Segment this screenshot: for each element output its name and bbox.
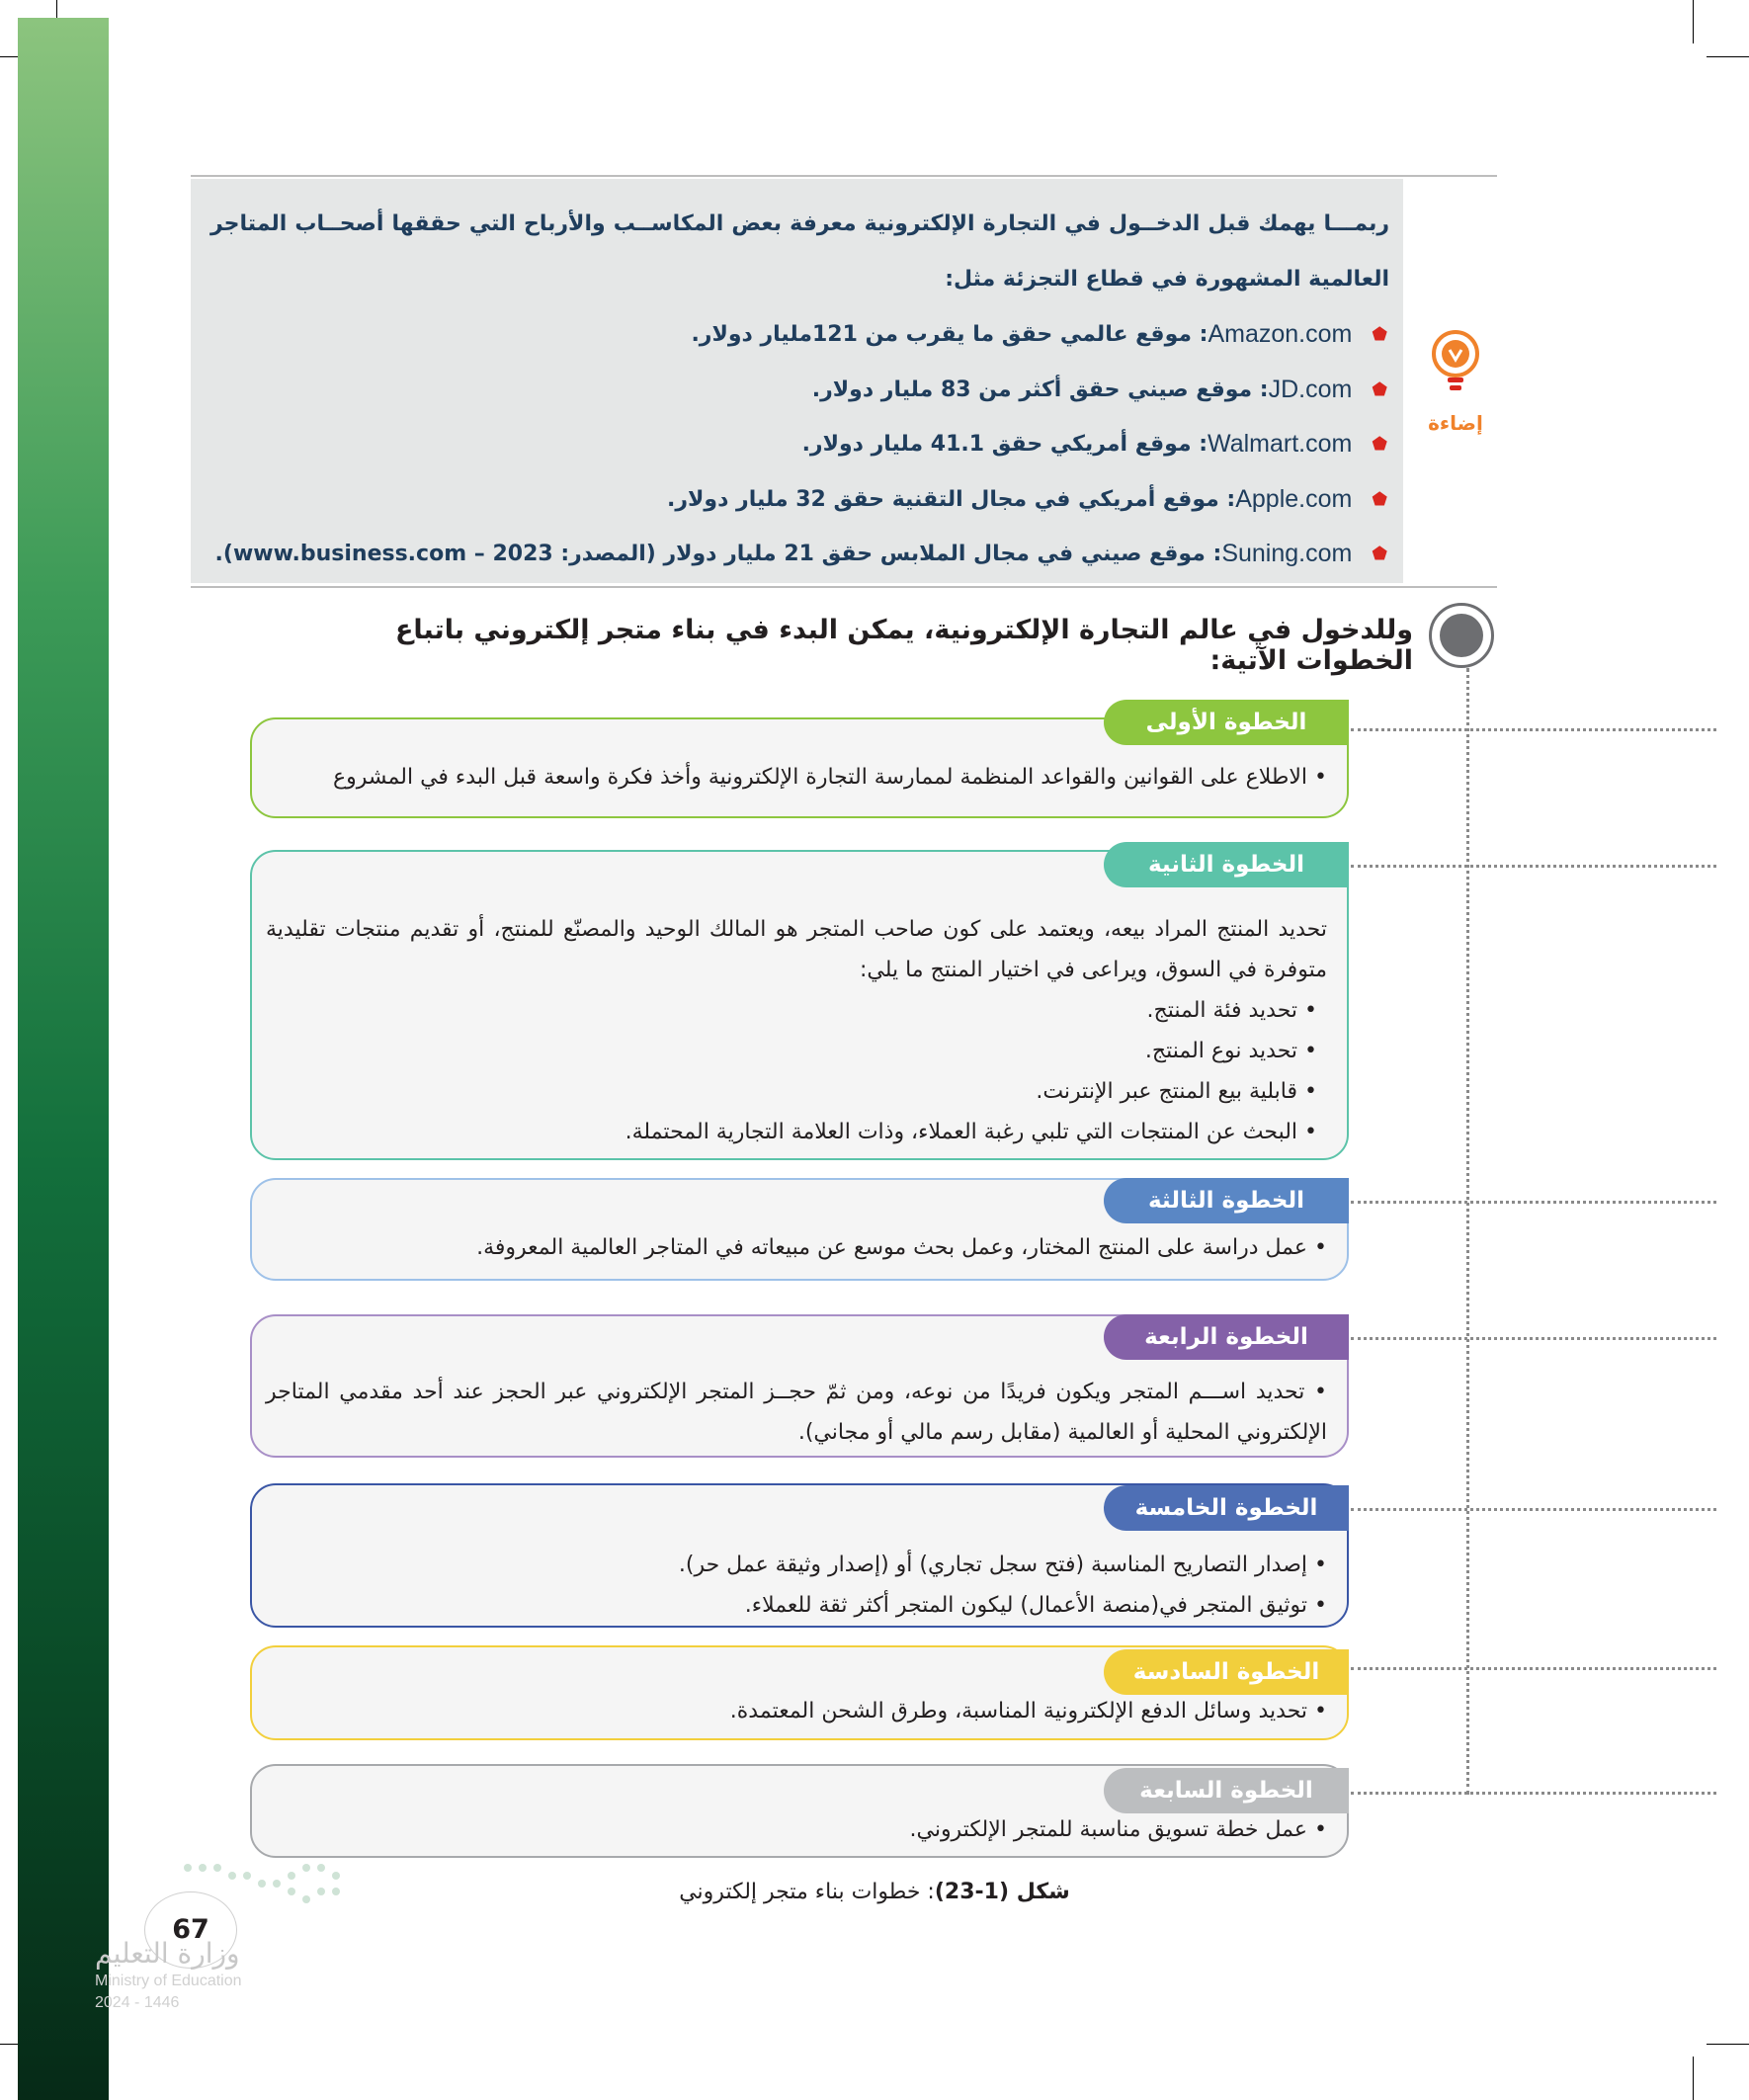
bullet-icon: ⬟ (1372, 378, 1387, 400)
step-text: • الاطلاع على القوانين والقواعد المنظمة لممارسة التجارة الإلكترونية وأخذ فكرة واسعة قبل البدء في المشروع (333, 765, 1327, 790)
site-desc: : موقع صيني في مجال الملابس حقق 21 مليار دولار (المصدر: 2023 – www.business.com). (214, 542, 1222, 566)
connector-dots (1351, 1508, 1716, 1511)
ministry-logo-arabic: وزارة التعليم (95, 1937, 240, 1970)
sidebar-gradient (18, 18, 109, 2100)
info-intro: ربمـــا يهمك قبل الدخــول في التجارة الإلكترونية معرفة بعض المكاســب والأرباح التي حققها أصحــاب المتاجر العالمية المشهورة في قطاع التجزئة مثل: (210, 211, 1389, 292)
step-text: • تحديد وسائل الدفع الإلكترونية المناسبة، وطرق الشحن المعتمدة. (729, 1699, 1327, 1723)
info-box (191, 179, 1403, 583)
step-text: • إصدار التصاريح المناسبة (فتح سجل تجاري) أو (إصدار وثيقة عمل حر). (678, 1553, 1327, 1577)
step-text: • توثيق المتجر في(منصة الأعمال) ليكون المتجر أكثر ثقة للعملاء. (744, 1593, 1327, 1618)
connector-line (1466, 668, 1469, 1795)
info-label: إضاءة (1428, 411, 1483, 435)
site-name: Suning.com (1221, 540, 1353, 567)
caption-text: : خطوات بناء متجر إلكتروني (679, 1880, 935, 1904)
step-title: الخطوة الثالثة (1104, 1178, 1349, 1223)
step-text: • عمل خطة تسويق مناسبة للمتجر الإلكتروني. (909, 1817, 1327, 1842)
step-text: • عمل دراسة على المنتج المختار، وعمل بحث موسع عن مبيعاته في المتاجر العالمية المعروفة. (476, 1235, 1327, 1260)
ministry-logo-year: 2024 - 1446 (95, 1994, 180, 2011)
step-title: الخطوة السادسة (1104, 1649, 1349, 1695)
caption-label: شكل (1-23) (934, 1880, 1070, 1904)
step-title: الخطوة الرابعة (1104, 1314, 1349, 1360)
connector-dots (1351, 1667, 1716, 1670)
step-card (250, 850, 1349, 1160)
site-desc: : موقع عالمي حقق ما يقرب من 121مليار دولار. (691, 322, 1208, 347)
list-item (210, 472, 1387, 528)
site-desc: : موقع أمريكي في مجال التقنية حقق 32 مليار دولار. (667, 486, 1236, 512)
bullet-icon: ⬟ (1372, 488, 1387, 510)
crop-mark (1707, 2044, 1749, 2045)
list-item (210, 527, 1387, 582)
info-top-rule (191, 175, 1497, 177)
step-text: • تحديد اســـم المتجر ويكون فريدًا من نوعه، ومن ثمّ حجــز المتجر الإلكتروني عبر الحجز عند أحد مقدمي المتاجر الإلكتروني المحلية أو العالمية (مقابل رسم مالي أو مجاني). (266, 1380, 1327, 1445)
site-desc: : موقع أمريكي حقق 41.1 مليار دولار. (801, 432, 1208, 457)
step-title: الخطوة الأولى (1104, 700, 1349, 745)
section-heading: وللدخول في عالم التجارة الإلكترونية، يمكن البدء في بناء متجر إلكتروني باتباع الخطوات الآتية: (394, 615, 1413, 676)
bullet-icon: ⬟ (1372, 324, 1387, 345)
site-desc: : موقع صيني حقق أكثر من 83 مليار دولار. (811, 377, 1269, 402)
step-intro: تحديد المنتج المراد بيعه، ويعتمد على كون صاحب المتجر هو المالك الوحيد والمصنّع للمنتج، أو تقديم منتجات تقليدية متوفرة في السوق، ويراعى في اختيار المنتج ما يلي: (266, 917, 1327, 982)
info-bottom-rule (191, 586, 1497, 588)
connector-dots (1351, 1201, 1716, 1204)
step-bullets (266, 990, 1327, 1152)
crop-mark (1693, 0, 1694, 43)
connector-dots (1351, 728, 1716, 731)
crop-mark (1693, 2057, 1694, 2100)
list-item (210, 307, 1387, 363)
info-list (210, 307, 1389, 582)
step-title: الخطوة السابعة (1104, 1768, 1349, 1813)
crop-mark (1707, 56, 1749, 57)
list-item (210, 363, 1387, 418)
connector-dots (1351, 865, 1716, 868)
step-title: الخطوة الخامسة (1104, 1485, 1349, 1531)
list-item: • قابلية بيع المنتج عبر الإنترنت. (1036, 1079, 1317, 1104)
site-name: Apple.com (1235, 484, 1353, 513)
list-item (210, 417, 1387, 472)
bullet-icon: ⬟ (1372, 544, 1387, 564)
step-title: الخطوة الثانية (1104, 842, 1349, 887)
lightbulb-icon (1426, 328, 1485, 397)
list-item: • البحث عن المنتجات التي تلبي رغبة العملاء، وذات العلامة التجارية المحتملة. (625, 1120, 1317, 1144)
list-item: • تحديد فئة المنتج. (1146, 998, 1317, 1023)
site-name: Walmart.com (1208, 430, 1353, 458)
ministry-logo-english: Ministry of Education (95, 1973, 242, 1989)
site-name: JD.com (1268, 375, 1353, 403)
page-number: 67 (144, 1891, 237, 1969)
connector-dots (1351, 1337, 1716, 1340)
bullet-icon: ⬟ (1372, 434, 1387, 455)
connector-dots (1351, 1792, 1716, 1795)
list-item: • تحديد نوع المنتج. (1144, 1039, 1317, 1063)
heading-circle-icon (1429, 603, 1494, 668)
site-name: Amazon.com (1208, 320, 1353, 348)
